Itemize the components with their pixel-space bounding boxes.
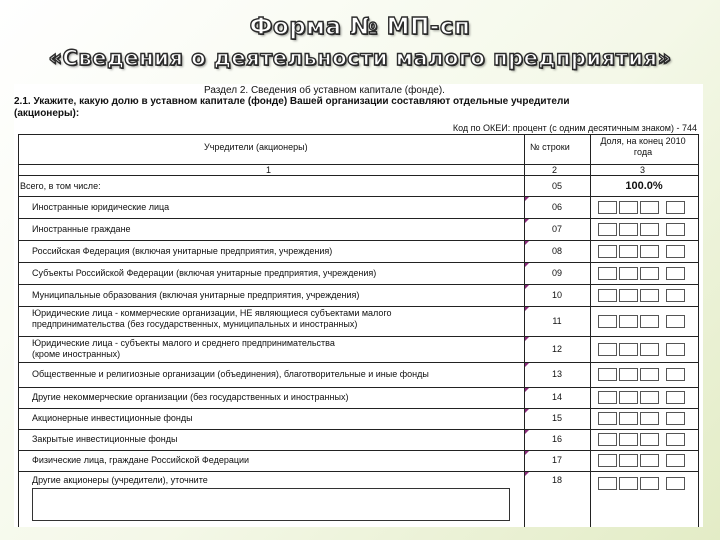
row-marker-icon bbox=[525, 219, 529, 223]
table-top-border bbox=[18, 134, 699, 135]
digit-box[interactable] bbox=[640, 343, 659, 356]
row-marker-icon bbox=[525, 409, 529, 413]
row-marker-icon bbox=[525, 472, 529, 476]
digit-box[interactable] bbox=[598, 315, 617, 328]
digit-box[interactable] bbox=[640, 315, 659, 328]
row-marker-icon bbox=[525, 430, 529, 434]
digit-box[interactable] bbox=[640, 454, 659, 467]
digit-box[interactable] bbox=[598, 368, 617, 381]
row-divider bbox=[18, 336, 699, 337]
digit-box[interactable] bbox=[598, 343, 617, 356]
digit-box[interactable] bbox=[640, 433, 659, 446]
row-label: Общественные и религиозные организации (объединения), благотворительные и иные фонды bbox=[32, 369, 429, 379]
digit-box[interactable] bbox=[619, 245, 638, 258]
section-heading: Раздел 2. Сведения об уставном капитале (фонде). bbox=[204, 85, 445, 96]
row-divider bbox=[18, 471, 699, 472]
digit-box[interactable] bbox=[619, 454, 638, 467]
digit-box[interactable] bbox=[666, 223, 685, 236]
row-divider bbox=[18, 450, 699, 451]
table-colnum-divider bbox=[18, 175, 699, 176]
form-subtitle: «Сведения о деятельности малого предприятия» bbox=[48, 46, 672, 70]
table-header-divider bbox=[18, 164, 699, 165]
row-label: Всего, в том числе: bbox=[20, 181, 101, 191]
digit-box[interactable] bbox=[666, 391, 685, 404]
digit-box[interactable] bbox=[598, 391, 617, 404]
digit-box[interactable] bbox=[598, 267, 617, 280]
row-code: 05 bbox=[551, 181, 562, 191]
row-marker-icon bbox=[525, 263, 529, 267]
row-code: 13 bbox=[551, 369, 562, 379]
row-code: 06 bbox=[551, 202, 562, 212]
row-label: Другие акционеры (учредители), уточните bbox=[32, 475, 208, 485]
digit-box[interactable] bbox=[640, 201, 659, 214]
row-code: 07 bbox=[551, 224, 562, 234]
digit-box[interactable] bbox=[598, 201, 617, 214]
row-divider bbox=[18, 240, 699, 241]
row-label: Иностранные граждане bbox=[32, 224, 131, 234]
digit-box[interactable] bbox=[619, 368, 638, 381]
total-share-value: 100.0% bbox=[625, 180, 663, 192]
row-marker-icon bbox=[525, 307, 529, 311]
row-code: 11 bbox=[552, 316, 562, 326]
column-number-1: 1 bbox=[266, 165, 272, 175]
row-marker-icon bbox=[525, 363, 529, 367]
row-code: 16 bbox=[551, 434, 562, 444]
digit-box[interactable] bbox=[666, 201, 685, 214]
question-text-line2: (акционеры): bbox=[14, 108, 80, 119]
row-marker-icon bbox=[525, 388, 529, 392]
digit-box[interactable] bbox=[619, 343, 638, 356]
question-text-line1: 2.1. Укажите, какую долю в уставном капитале (фонде) Вашей организации составляют отдельные учредители bbox=[14, 96, 570, 107]
row-marker-icon bbox=[525, 285, 529, 289]
digit-box[interactable] bbox=[640, 477, 659, 490]
row-marker-icon bbox=[525, 197, 529, 201]
row-divider bbox=[18, 218, 699, 219]
row-label: Другие некоммерческие организации (без государственных и иностранных) bbox=[32, 392, 349, 402]
digit-box[interactable] bbox=[666, 454, 685, 467]
table-border-right bbox=[698, 134, 699, 527]
row-label: Субъекты Российской Федерации (включая унитарные предприятия, учреждения) bbox=[32, 268, 377, 278]
digit-box[interactable] bbox=[640, 289, 659, 302]
row-code: 09 bbox=[551, 268, 562, 278]
row-label: Юридические лица - коммерческие организации, НЕ являющиеся субъектами малого предпринимательства (без государственных, муниципальных и иностранных) bbox=[32, 308, 392, 329]
table-border-left bbox=[18, 134, 19, 527]
digit-box[interactable] bbox=[598, 289, 617, 302]
row-divider bbox=[18, 306, 699, 307]
digit-box[interactable] bbox=[598, 433, 617, 446]
row-divider bbox=[18, 408, 699, 409]
header-share: Доля, на конец 2010 года bbox=[600, 136, 686, 157]
row-code: 10 bbox=[551, 290, 562, 300]
digit-box[interactable] bbox=[598, 245, 617, 258]
table-divider-value bbox=[590, 134, 591, 527]
form-title: Форма № МП-сп bbox=[249, 14, 471, 40]
digit-box[interactable] bbox=[619, 477, 638, 490]
row-marker-icon bbox=[525, 451, 529, 455]
row-label: Юридические лица - субъекты малого и среднего предпринимательства (кроме иностранных) bbox=[32, 338, 335, 359]
row-label: Закрытые инвестиционные фонды bbox=[32, 434, 178, 444]
digit-box[interactable] bbox=[640, 391, 659, 404]
digit-box[interactable] bbox=[598, 477, 617, 490]
digit-box[interactable] bbox=[666, 477, 685, 490]
digit-box[interactable] bbox=[619, 433, 638, 446]
digit-box[interactable] bbox=[640, 412, 659, 425]
digit-box[interactable] bbox=[619, 289, 638, 302]
digit-box[interactable] bbox=[640, 223, 659, 236]
row-divider bbox=[18, 429, 699, 430]
digit-box[interactable] bbox=[666, 315, 685, 328]
row-divider bbox=[18, 196, 699, 197]
digit-box[interactable] bbox=[666, 368, 685, 381]
digit-box[interactable] bbox=[666, 433, 685, 446]
digit-box[interactable] bbox=[619, 412, 638, 425]
digit-box[interactable] bbox=[640, 245, 659, 258]
row-label: Физические лица, граждане Российской Федерации bbox=[32, 455, 250, 465]
form-sheet bbox=[14, 84, 703, 527]
digit-box[interactable] bbox=[640, 368, 659, 381]
digit-box[interactable] bbox=[598, 412, 617, 425]
row-code: 12 bbox=[551, 344, 562, 354]
column-number-2: 2 bbox=[552, 165, 558, 175]
row-label: Российская Федерация (включая унитарные предприятия, учреждения) bbox=[32, 246, 333, 256]
row-divider bbox=[18, 284, 699, 285]
header-founders: Учредители (акционеры) bbox=[204, 142, 308, 152]
digit-box[interactable] bbox=[619, 315, 638, 328]
table-divider-code bbox=[524, 134, 525, 527]
header-row-number: № строки bbox=[530, 142, 570, 152]
row-divider bbox=[18, 387, 699, 388]
digit-box[interactable] bbox=[619, 201, 638, 214]
row-code: 14 bbox=[551, 392, 562, 402]
digit-box[interactable] bbox=[666, 267, 685, 280]
digit-box[interactable] bbox=[598, 223, 617, 236]
row-code: 17 bbox=[551, 455, 562, 465]
row-code: 15 bbox=[551, 413, 562, 423]
row-divider bbox=[18, 362, 699, 363]
digit-box[interactable] bbox=[619, 267, 638, 280]
row-code: 18 bbox=[551, 475, 562, 485]
row-marker-icon bbox=[525, 337, 529, 341]
digit-box[interactable] bbox=[619, 223, 638, 236]
row-code: 08 bbox=[551, 246, 562, 256]
other-founders-input[interactable] bbox=[32, 488, 510, 521]
digit-box[interactable] bbox=[666, 289, 685, 302]
row-divider bbox=[18, 262, 699, 263]
row-label: Акционерные инвестиционные фонды bbox=[32, 413, 193, 423]
row-label: Иностранные юридические лица bbox=[32, 202, 170, 212]
row-label: Муниципальные образования (включая унитарные предприятия, учреждения) bbox=[32, 290, 360, 300]
row-marker-icon bbox=[525, 241, 529, 245]
digit-box[interactable] bbox=[640, 267, 659, 280]
okei-note: Код по ОКЕИ: процент (с одним десятичным знаком) - 744 bbox=[452, 123, 697, 133]
column-number-3: 3 bbox=[640, 165, 646, 175]
digit-box[interactable] bbox=[619, 391, 638, 404]
digit-box[interactable] bbox=[666, 412, 685, 425]
digit-box[interactable] bbox=[666, 343, 685, 356]
digit-box[interactable] bbox=[666, 245, 685, 258]
digit-box[interactable] bbox=[598, 454, 617, 467]
